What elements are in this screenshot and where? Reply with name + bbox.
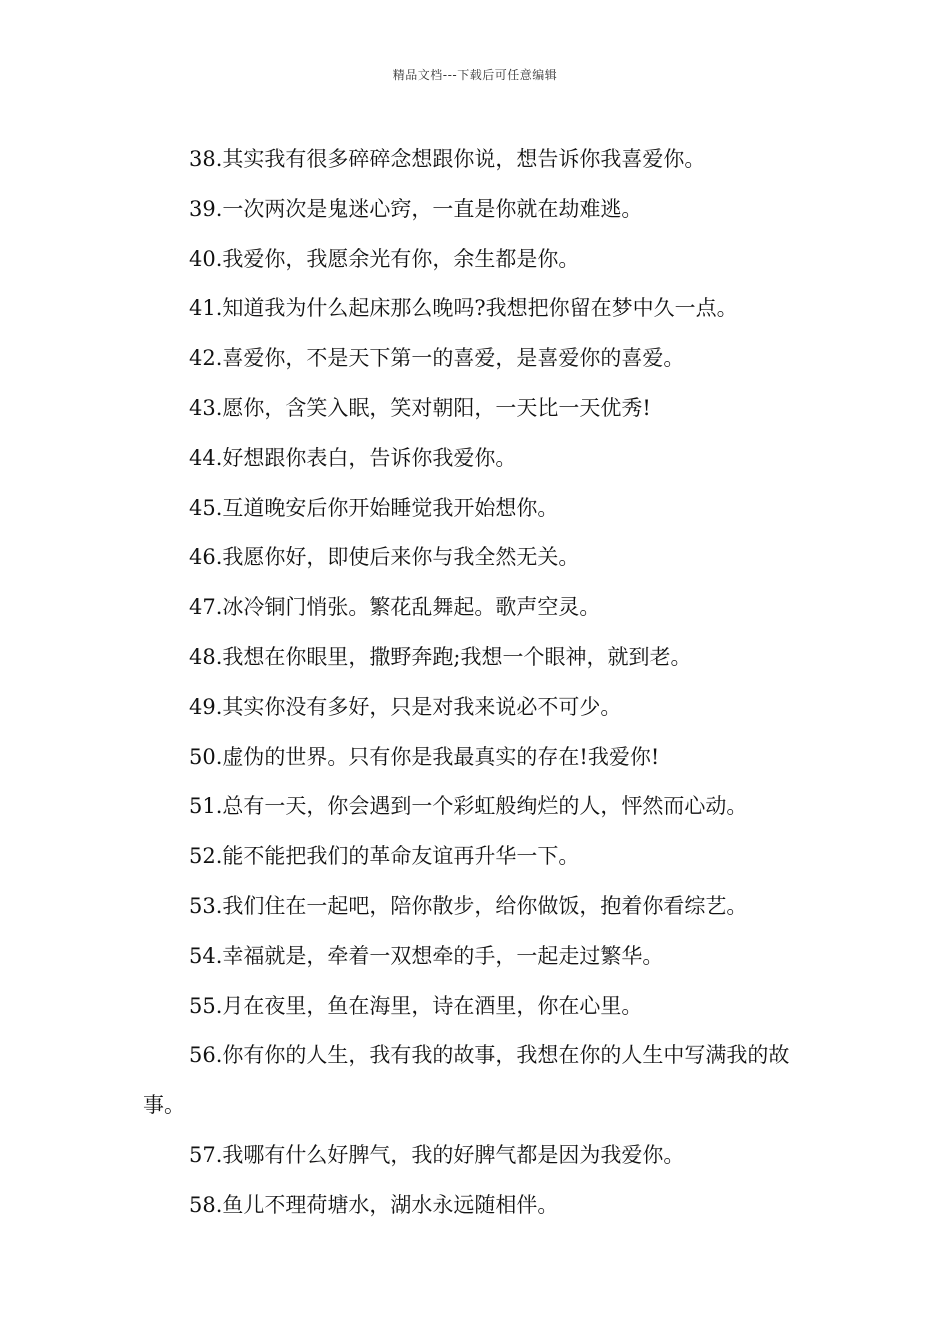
list-item: 54.幸福就是，牵着一双想牵的手，一起走过繁华。 xyxy=(189,943,664,968)
list-item: 47.冰冷铜门悄张。繁花乱舞起。歌声空灵。 xyxy=(189,595,601,620)
list-item: 58.鱼儿不理荷塘水，湖水永远随相伴。 xyxy=(189,1192,559,1217)
list-item: 48.我想在你眼里，撒野奔跑;我想一个眼神，就到老。 xyxy=(189,644,692,669)
list-item: 41.知道我为什么起床那么晚吗?我想把你留在梦中久一点。 xyxy=(189,296,738,321)
document-body xyxy=(143,135,813,1231)
list-item: 52.能不能把我们的革命友谊再升华一下。 xyxy=(189,844,580,869)
list-item: 43.愿你，含笑入眠，笑对朝阳，一天比一天优秀! xyxy=(189,395,651,420)
list-item: 45.互道晚安后你开始睡觉我开始想你。 xyxy=(189,495,559,520)
list-item: 44.好想跟你表白，告诉你我爱你。 xyxy=(189,445,517,470)
page-header: 精品文档---下载后可任意编辑 xyxy=(392,68,558,82)
list-item: 42.喜爱你，不是天下第一的喜爱，是喜爱你的喜爱。 xyxy=(189,346,685,371)
list-item: 53.我们住在一起吧，陪你散步，给你做饭，抱着你看综艺。 xyxy=(189,893,748,918)
list-item: 57.我哪有什么好脾气，我的好脾气都是因为我爱你。 xyxy=(189,1142,685,1167)
list-item: 56.你有你的人生，我有我的故事，我想在你的人生中写满我的故事。 xyxy=(143,1043,790,1118)
list-item: 50.虚伪的世界。只有你是我最真实的存在!我爱你! xyxy=(189,744,660,769)
list-item: 40.我爱你，我愿余光有你，余生都是你。 xyxy=(189,246,580,271)
list-item: 51.总有一天，你会遇到一个彩虹般绚烂的人，怦然而心动。 xyxy=(189,794,748,819)
list-item: 38.其实我有很多碎碎念想跟你说，想告诉你我喜爱你。 xyxy=(189,147,706,171)
list-item: 46.我愿你好，即使后来你与我全然无关。 xyxy=(189,545,580,570)
list-item: 55.月在夜里，鱼在海里，诗在酒里，你在心里。 xyxy=(189,993,643,1018)
list-item: 49.其实你没有多好，只是对我来说必不可少。 xyxy=(189,694,622,719)
list-item: 39.一次两次是鬼迷心窍，一直是你就在劫难逃。 xyxy=(189,196,643,221)
